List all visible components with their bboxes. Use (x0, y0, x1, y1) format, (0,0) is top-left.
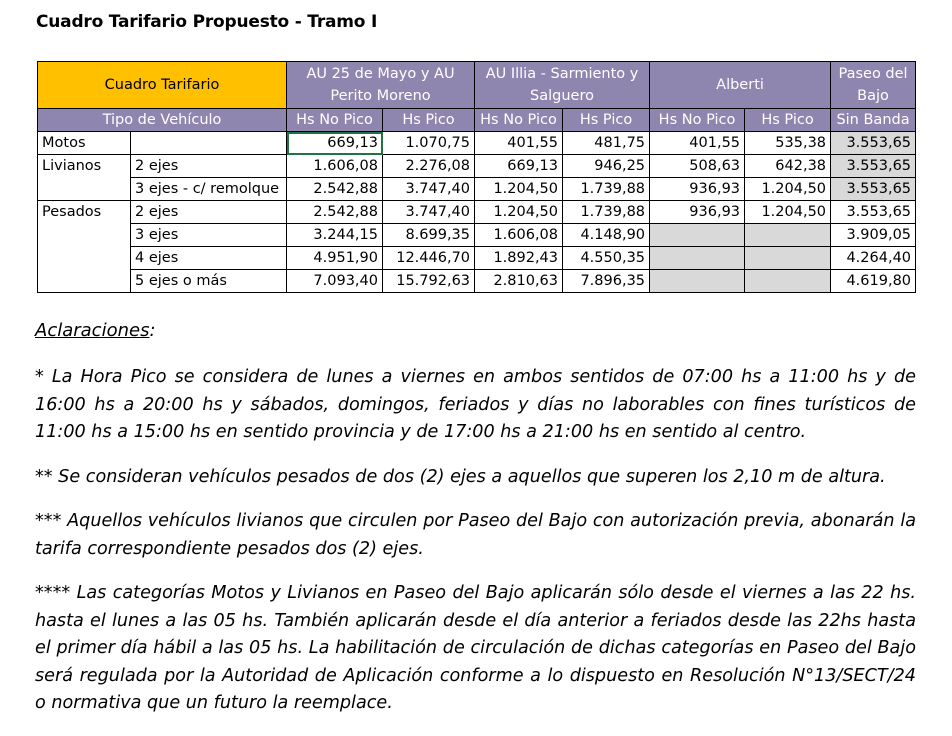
value-cell[interactable]: 1.204,50 (475, 201, 563, 224)
value-cell[interactable]: 1.739,88 (563, 201, 650, 224)
table-row (38, 270, 916, 293)
value-cell[interactable]: 7.896,35 (563, 270, 650, 293)
value-cell[interactable]: 3.244,15 (287, 224, 383, 247)
value-cell[interactable]: 3.553,65 (831, 155, 916, 178)
corner-header[interactable]: Cuadro Tarifario (38, 62, 287, 109)
value-cell[interactable]: 1.892,43 (475, 247, 563, 270)
subheader-cell[interactable]: Sin Banda (831, 109, 916, 132)
tipo-vehiculo-header[interactable]: Tipo de Vehículo (38, 109, 287, 132)
value-cell[interactable]: 2.276,08 (383, 155, 475, 178)
page-title: Cuadro Tarifario Propuesto - Tramo I (36, 12, 378, 32)
table-row (38, 155, 916, 178)
category-cell[interactable]: Motos (38, 132, 131, 155)
value-cell[interactable] (745, 224, 831, 247)
subheader-cell[interactable]: Hs Pico (563, 109, 650, 132)
category-cell[interactable] (38, 247, 131, 270)
aclaraciones-label: Aclaraciones (35, 320, 150, 341)
value-cell[interactable]: 2.542,88 (287, 178, 383, 201)
note-4: **** Las categorías Motos y Livianos en Paseo del Bajo aplicarán sólo desde el viernes a las 22 hs. hasta el lunes a las 05 hs. También aplicarán desde el día anterior a feriados desde las 22hs hasta el primer día hábil a las 05 hs. La habilitación de circulación de dichas categorías en Paseo del Bajo será regulada por la Autoridad de Aplicación conforme a lo dispuesto en Resolución N°13/SECT/24 o normativa que un futuro la reemplace. (35, 583, 916, 713)
value-cell[interactable]: 8.699,35 (383, 224, 475, 247)
subtype-cell[interactable]: 3 ejes - c/ remolque (131, 178, 287, 201)
note-1: * La Hora Pico se considera de lunes a viernes en ambos sentidos de 07:00 hs a 11:00 hs y de 16:00 hs a 20:00 hs y sábados, domingos, feriados y días no laborables con fines turísticos de 11:00 hs a 15:00 hs en sentido provincia y de 17:00 hs a 21:00 hs en sentido al centro. (35, 367, 916, 442)
value-cell[interactable]: 1.070,75 (383, 132, 475, 155)
value-cell[interactable]: 4.619,80 (831, 270, 916, 293)
value-cell[interactable] (745, 247, 831, 270)
value-cell[interactable] (650, 247, 745, 270)
value-cell[interactable]: 3.553,65 (831, 178, 916, 201)
category-cell[interactable]: Livianos (38, 155, 131, 178)
value-cell[interactable]: 936,93 (650, 201, 745, 224)
value-cell[interactable]: 535,38 (745, 132, 831, 155)
category-cell[interactable] (38, 178, 131, 201)
tariff-body (38, 132, 916, 293)
value-cell[interactable]: 936,93 (650, 178, 745, 201)
subheader-cell[interactable]: Hs Pico (383, 109, 475, 132)
value-cell[interactable]: 15.792,63 (383, 270, 475, 293)
value-cell[interactable]: 3.747,40 (383, 201, 475, 224)
table-row (38, 224, 916, 247)
subheader-cell[interactable]: Hs No Pico (287, 109, 383, 132)
tariff-table (37, 61, 916, 293)
subheader-cell[interactable]: Hs Pico (745, 109, 831, 132)
notes-section (35, 364, 916, 735)
value-cell[interactable]: 3.553,65 (831, 132, 916, 155)
subheader-cell[interactable]: Hs No Pico (650, 109, 745, 132)
value-cell[interactable] (745, 270, 831, 293)
value-cell[interactable]: 642,38 (745, 155, 831, 178)
value-cell[interactable] (650, 224, 745, 247)
subtype-cell[interactable]: 4 ejes (131, 247, 287, 270)
value-cell[interactable]: 7.093,40 (287, 270, 383, 293)
value-cell[interactable]: 1.204,50 (475, 178, 563, 201)
note-2: ** Se consideran vehículos pesados de dos (2) ejes a aquellos que superen los 2,10 m de altura. (35, 466, 886, 487)
category-cell[interactable] (38, 224, 131, 247)
value-cell[interactable] (650, 270, 745, 293)
table-row (38, 201, 916, 224)
value-cell[interactable]: 1.204,50 (745, 178, 831, 201)
header-row-groups (38, 62, 916, 109)
aclaraciones-colon: : (149, 320, 156, 341)
value-cell[interactable]: 4.148,90 (563, 224, 650, 247)
value-cell[interactable]: 669,13 (475, 155, 563, 178)
value-cell[interactable]: 1.606,08 (475, 224, 563, 247)
note-3: *** Aquellos vehículos livianos que circulen por Paseo del Bajo con autorización previa, abonarán la tarifa correspondiente pesados dos (2) ejes. (35, 511, 916, 559)
value-cell[interactable]: 669,13 (287, 132, 383, 155)
category-cell[interactable]: Pesados (38, 201, 131, 224)
header-row-sub (38, 109, 916, 132)
table-row (38, 132, 916, 155)
value-cell[interactable]: 1.204,50 (745, 201, 831, 224)
value-cell[interactable]: 4.264,40 (831, 247, 916, 270)
value-cell[interactable]: 946,25 (563, 155, 650, 178)
subtype-cell[interactable]: 2 ejes (131, 201, 287, 224)
value-cell[interactable]: 4.951,90 (287, 247, 383, 270)
value-cell[interactable]: 481,75 (563, 132, 650, 155)
value-cell[interactable]: 3.909,05 (831, 224, 916, 247)
value-cell[interactable]: 2.542,88 (287, 201, 383, 224)
group-header-au25[interactable]: AU 25 de Mayo y AU Perito Moreno (287, 62, 475, 109)
value-cell[interactable]: 401,55 (475, 132, 563, 155)
table-row (38, 178, 916, 201)
group-header-paseo-bajo[interactable]: Paseo del Bajo (831, 62, 916, 109)
subheader-cell[interactable]: Hs No Pico (475, 109, 563, 132)
group-header-alberti[interactable]: Alberti (650, 62, 831, 109)
value-cell[interactable]: 1.606,08 (287, 155, 383, 178)
value-cell[interactable]: 3.553,65 (831, 201, 916, 224)
value-cell[interactable]: 12.446,70 (383, 247, 475, 270)
value-cell[interactable]: 4.550,35 (563, 247, 650, 270)
group-header-illia[interactable]: AU Illia - Sarmiento y Salguero (475, 62, 650, 109)
subtype-cell[interactable]: 2 ejes (131, 155, 287, 178)
value-cell[interactable]: 3.747,40 (383, 178, 475, 201)
aclaraciones-heading (35, 320, 156, 341)
value-cell[interactable]: 508,63 (650, 155, 745, 178)
subtype-cell[interactable]: 5 ejes o más (131, 270, 287, 293)
subtype-cell[interactable]: 3 ejes (131, 224, 287, 247)
subtype-cell[interactable] (131, 132, 287, 155)
category-cell[interactable] (38, 270, 131, 293)
value-cell[interactable]: 1.739,88 (563, 178, 650, 201)
value-cell[interactable]: 401,55 (650, 132, 745, 155)
value-cell[interactable]: 2.810,63 (475, 270, 563, 293)
table-row (38, 247, 916, 270)
